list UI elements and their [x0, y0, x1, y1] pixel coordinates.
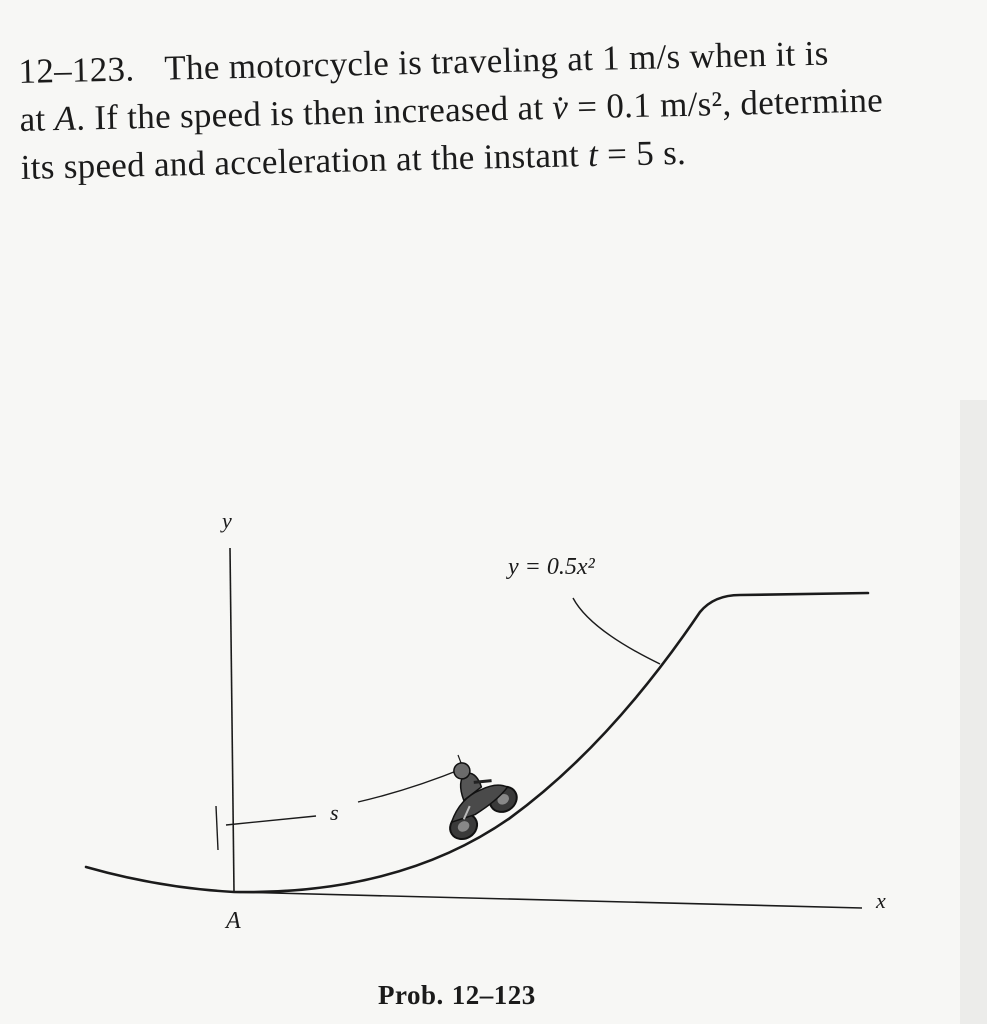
figure-caption [378, 980, 536, 1011]
problem-line-3-b: = 5 s. [597, 132, 687, 174]
equation-leader-line [573, 598, 660, 664]
problem-statement [18, 27, 941, 192]
caption-label: Prob. [378, 980, 444, 1010]
problem-number: 12–123. [18, 49, 135, 91]
y-axis [230, 548, 234, 892]
arc-length-tick [216, 806, 218, 850]
y-axis-label: y [222, 508, 232, 533]
arc-length-dimension-left [226, 816, 316, 825]
curve-equation-label: y = 0.5x² [508, 554, 595, 580]
problem-figure [0, 480, 987, 930]
problem-line-2-b: . If the speed is then increased at [75, 87, 553, 138]
problem-line-2-a: at [19, 99, 55, 139]
caption-number: 12–123 [451, 980, 536, 1010]
problem-line-1-text: The motorcycle is traveling at 1 m/s when it is [163, 33, 830, 88]
arc-length-dimension-right [358, 768, 464, 802]
x-axis-label: x [876, 888, 886, 913]
time-symbol: t [587, 134, 599, 175]
arc-length-label: s [330, 800, 339, 825]
tangential-acceleration-symbol: v̇ [551, 87, 569, 127]
motorcycle-icon [422, 746, 522, 844]
track-curve [86, 593, 868, 892]
problem-line-3-a: its speed and acceleration at the instant [20, 135, 589, 187]
point-a-reference: A [54, 98, 77, 139]
point-a-label: A [226, 908, 241, 930]
problem-line-2-c: = 0.1 m/s², determine [567, 80, 884, 127]
x-axis [234, 892, 862, 908]
